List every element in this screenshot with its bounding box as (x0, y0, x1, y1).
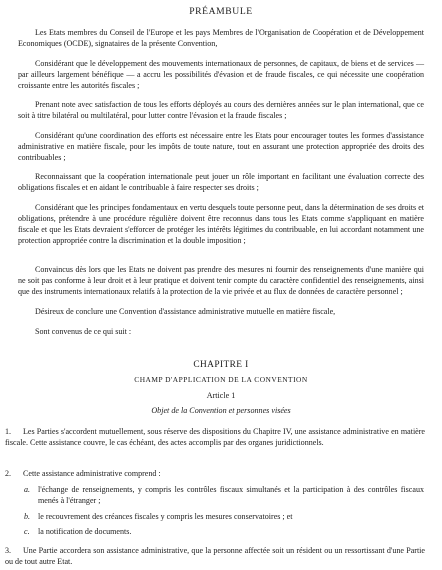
preamble-paragraph-1: Les Etats membres du Conseil de l'Europe et les pays Membres de l'Organisation de Coopération et de Développement Economiques (OCDE), signataires de la présente Convention, (18, 28, 424, 49)
sub-item-text: la notification de documents. (38, 527, 132, 536)
item-text: Cette assistance administrative comprend : (23, 469, 161, 478)
item-text: Une Partie accordera son assistance administrative, que la personne affectée soit un résident ou un ressortissant d'une Partie ou de tout autre Etat. (5, 546, 425, 567)
chapter-subheading: CHAMP D'APPLICATION DE LA CONVENTION (134, 375, 308, 384)
preamble-paragraph-5: Reconnaissant que la coopération internationale peut jouer un rôle important en facilitant une évaluation correcte des obligations fiscales et en aidant le contribuable à faire respecter ses droits ; (18, 172, 424, 193)
item-number: 3. (5, 546, 12, 555)
sub-item-label: b. (24, 512, 31, 521)
sub-item-label: a. (24, 485, 31, 494)
sub-item-a (24, 484, 424, 506)
preamble-paragraph-8: Désireux de conclure une Convention d'assistance administrative mutuelle en matière fiscale, (35, 307, 336, 316)
article-title: Objet de la Convention et personnes visées (151, 406, 291, 415)
sub-item-label: c. (24, 527, 30, 536)
preamble-paragraph-3: Prenant note avec satisfaction de tous les efforts déployés au cours des dernières années sur le plan international, que ce soit à titre bilatéral ou multilatéral, pour lutter contre l'évasion et la fraude fiscales ; (18, 100, 424, 121)
sub-item-text: l'échange de renseignements, y compris les contrôles fiscaux simultanés et la participation à des contrôles fiscaux menés à l'étranger ; (38, 485, 424, 506)
preamble-paragraph-4: Considérant qu'une coordination des efforts est nécessaire entre les Etats pour encourager toutes les formes d'assistance administrative en matière fiscale, pour les impôts de toute nature, tout en assurant une protection appropriée des droits des contribuables ; (18, 131, 424, 163)
article-item-3 (5, 545, 425, 567)
preamble-title: PRÉAMBULE (189, 6, 253, 17)
sub-item-c (24, 526, 424, 537)
sub-item-text: le recouvrement des créances fiscales y compris les mesures conservatoires ; et (38, 512, 293, 521)
article-item-2 (5, 468, 425, 479)
preamble-paragraph-7: Convaincus dès lors que les Etats ne doivent pas prendre des mesures ni fournir des renseignements d'une manière qui ne soit pas conforme à leur droit et à leur pratique et doivent tenir compte du caractère confidentiel des renseignements, ainsi que des instruments internationaux relatifs à la protection de la vie privée et au flux de données de caractère personnel ; (18, 265, 424, 297)
preamble-paragraph-9: Sont convenus de ce qui suit : (35, 327, 132, 336)
preamble-paragraph-2: Considérant que le développement des mouvements internationaux de personnes, de capitaux, de biens et de services — par ailleurs largement bénéfique — a accru les possibilités d'évasion et de fraude fiscales, ce qui nécessite une coopération croissante entre les autorités fiscales ; (18, 59, 424, 91)
article-item-1 (5, 426, 425, 448)
item-text: Les Parties s'accordent mutuellement, sous réserve des dispositions du Chapitre IV, une assistance administrative en matière fiscale. Cette assistance couvre, le cas échéant, des actes accomplis par des organes juridictionnels. (5, 427, 425, 448)
article-number: Article 1 (206, 391, 236, 400)
item-number: 2. (5, 469, 12, 478)
item-number: 1. (5, 427, 12, 436)
preamble-paragraph-6: Considérant que les principes fondamentaux en vertu desquels toute personne peut, dans la détermination de ses droits et obligations, prétendre à une procédure régulière doivent être reconnus dans tous les Etats comme s'appliquant en matière fiscale et que les Etats devraient s'efforcer de protéger les intérêts légitimes du contribuable, en lui accordant notamment une protection appropriée contre la discrimination et la double imposition ; (18, 203, 424, 246)
sub-item-b (24, 511, 424, 522)
chapter-heading: CHAPITRE I (193, 360, 249, 370)
